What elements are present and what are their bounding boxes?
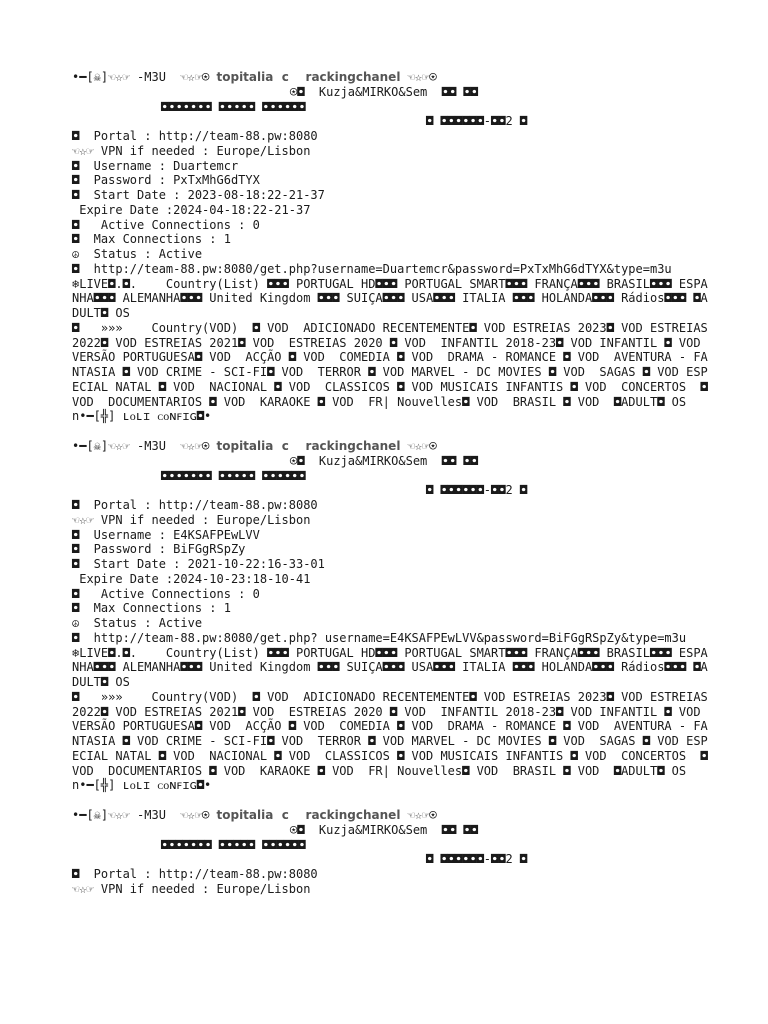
block-footer: n•━[╬] ʟᴏʟɪ ᴄᴏɴꜰɪɢ◘• bbox=[72, 409, 212, 424]
expire-date-line: Expire Date :2024-04-18:22-21-37 bbox=[72, 202, 311, 217]
document-body bbox=[72, 70, 715, 912]
header-title: topitalia c rackingchanel bbox=[216, 439, 401, 453]
glyph-row: ◘◘◘◘◘◘◘ ◘◘◘◘◘ ◘◘◘◘◘◘ bbox=[161, 468, 306, 483]
live-country-list: ❄LIVE◘.◘. Country(List) ◘◘◘ PORTUGAL HD◘◘◘ PORTUGAL SMART◘◘◘ FRANÇA◘◘◘ BRASIL◘◘◘ ESPANHA◘◘◘ ALEMANHA◘◘◘ United Kingdom ◘◘◘ SUIÇA◘◘◘ USA◘◘◘ ITALIA ◘◘◘ HOLANDA◘◘◘ Rádios◘◘◘ ◘ADULT◘ OS bbox=[72, 276, 708, 320]
portal-line: ◘ Portal : http://team-88.pw:8080 bbox=[72, 867, 318, 881]
header-suffix: ☜☆☞⍟ bbox=[400, 439, 437, 453]
credit-line: ⍟◘ Kuzja&MIRKO&Sem ◘◘ ◘◘ bbox=[290, 453, 478, 468]
start-date-line: ◘ Start Date : 2023-08-18:22-21-37 bbox=[72, 188, 325, 202]
m3u-url: ◘ http://team-88.pw:8080/get.php? username=E4KSAFPEwLVV&password=BiFGgRSpZy&type=m3u bbox=[72, 630, 687, 645]
header-suffix: ☜☆☞⍟ bbox=[400, 70, 437, 84]
vpn-line: ☜☆☞ VPN if needed : Europe/Lisbon bbox=[72, 881, 311, 896]
glyph-row-right: ◘ ◘◘◘◘◘◘-◘◘2 ◘ bbox=[426, 114, 528, 129]
m3u-url: ◘ http://team-88.pw:8080/get.php?username=Duartemcr&password=PxTxMhG6dTYX&type=m3u bbox=[72, 261, 672, 276]
credit-line: ⍟◘ Kuzja&MIRKO&Sem ◘◘ ◘◘ bbox=[290, 84, 478, 99]
active-connections-line: ◘ Active Connections : 0 bbox=[72, 217, 260, 232]
block-footer: n•━[╬] ʟᴏʟɪ ᴄᴏɴꜰɪɢ◘• bbox=[72, 778, 212, 793]
account-block-3 bbox=[72, 808, 712, 897]
password-line: ◘ Password : PxTxMhG6dTYX bbox=[72, 173, 260, 188]
glyph-row-right: ◘ ◘◘◘◘◘◘-◘◘2 ◘ bbox=[426, 852, 528, 867]
password-line: ◘ Password : BiFGgRSpZy bbox=[72, 542, 246, 557]
account-block-2 bbox=[72, 439, 715, 793]
account-block-1 bbox=[72, 70, 715, 424]
username-line: ◘ Username : Duartemcr bbox=[72, 158, 239, 173]
block-header bbox=[72, 70, 712, 85]
max-connections-line: ◘ Max Connections : 1 bbox=[72, 232, 231, 247]
expire-date-line: Expire Date :2024-10-23:18-10-41 bbox=[72, 571, 311, 586]
portal-line: ◘ Portal : http://team-88.pw:8080 bbox=[72, 129, 318, 143]
header-suffix: ☜☆☞⍟ bbox=[400, 808, 437, 822]
block-header bbox=[72, 439, 712, 454]
block-header bbox=[72, 808, 712, 823]
vpn-line: ☜☆☞ VPN if needed : Europe/Lisbon bbox=[72, 512, 311, 527]
username-line: ◘ Username : E4KSAFPEwLVV bbox=[72, 527, 260, 542]
header-prefix: •━[☠]☜☆☞ -M3U ☜☆☞⍟ bbox=[72, 808, 217, 822]
max-connections-line: ◘ Max Connections : 1 bbox=[72, 601, 231, 616]
portal-line: ◘ Portal : http://team-88.pw:8080 bbox=[72, 498, 318, 512]
vod-country-list: ◘ »»» Country(VOD) ◘ VOD ADICIONADO RECENTEMENTE◘ VOD ESTREIAS 2023◘ VOD ESTREIAS 2022◘ VOD ESTREIAS 2021◘ VOD ESTREIAS 2020 ◘ VOD INFANTIL 2018-23◘ VOD INFANTIL ◘ VOD VERSÃO PORTUGUESA◘ VOD ACÇÃO ◘ VOD COMEDIA ◘ VOD DRAMA - ROMANCE ◘ VOD AVENTURA - FANTASIA ◘ VOD CRIME - SCI-FI◘ VOD TERROR ◘ VOD MARVEL - DC MOVIES ◘ VOD SAGAS ◘ VOD ESPECIAL NATAL ◘ VOD NACIONAL ◘ VOD CLASSICOS ◘ VOD MUSICAIS INFANTIS ◘ VOD CONCERTOS ◘ VOD DOCUMENTARIOS ◘ VOD KARAOKE ◘ VOD FR| Nouvelles◘ VOD BRASIL ◘ VOD ◘ADULT◘ OS bbox=[72, 689, 715, 778]
header-title: topitalia c rackingchanel bbox=[216, 808, 401, 822]
status-line: ☮ Status : Active bbox=[72, 616, 203, 630]
glyph-row: ◘◘◘◘◘◘◘ ◘◘◘◘◘ ◘◘◘◘◘◘ bbox=[161, 837, 306, 852]
credit-line: ⍟◘ Kuzja&MIRKO&Sem ◘◘ ◘◘ bbox=[290, 822, 478, 837]
header-prefix: •━[☠]☜☆☞ -M3U ☜☆☞⍟ bbox=[72, 70, 217, 84]
active-connections-line: ◘ Active Connections : 0 bbox=[72, 586, 260, 601]
glyph-row-right: ◘ ◘◘◘◘◘◘-◘◘2 ◘ bbox=[426, 483, 528, 498]
start-date-line: ◘ Start Date : 2021-10-22:16-33-01 bbox=[72, 557, 325, 571]
status-line: ☮ Status : Active bbox=[72, 247, 203, 261]
glyph-row: ◘◘◘◘◘◘◘ ◘◘◘◘◘ ◘◘◘◘◘◘ bbox=[161, 99, 306, 114]
vpn-line: ☜☆☞ VPN if needed : Europe/Lisbon bbox=[72, 143, 311, 158]
vod-country-list: ◘ »»» Country(VOD) ◘ VOD ADICIONADO RECENTEMENTE◘ VOD ESTREIAS 2023◘ VOD ESTREIAS 2022◘ VOD ESTREIAS 2021◘ VOD ESTREIAS 2020 ◘ VOD INFANTIL 2018-23◘ VOD INFANTIL ◘ VOD VERSÃO PORTUGUESA◘ VOD ACÇÃO ◘ VOD COMEDIA ◘ VOD DRAMA - ROMANCE ◘ VOD AVENTURA - FANTASIA ◘ VOD CRIME - SCI-FI◘ VOD TERROR ◘ VOD MARVEL - DC MOVIES ◘ VOD SAGAS ◘ VOD ESPECIAL NATAL ◘ VOD NACIONAL ◘ VOD CLASSICOS ◘ VOD MUSICAIS INFANTIS ◘ VOD CONCERTOS ◘ VOD DOCUMENTARIOS ◘ VOD KARAOKE ◘ VOD FR| Nouvelles◘ VOD BRASIL ◘ VOD ◘ADULT◘ OS bbox=[72, 320, 715, 409]
header-title: topitalia c rackingchanel bbox=[216, 70, 401, 84]
live-country-list: ❄LIVE◘.◘. Country(List) ◘◘◘ PORTUGAL HD◘◘◘ PORTUGAL SMART◘◘◘ FRANÇA◘◘◘ BRASIL◘◘◘ ESPANHA◘◘◘ ALEMANHA◘◘◘ United Kingdom ◘◘◘ SUIÇA◘◘◘ USA◘◘◘ ITALIA ◘◘◘ HOLANDA◘◘◘ Rádios◘◘◘ ◘ADULT◘ OS bbox=[72, 645, 708, 689]
header-prefix: •━[☠]☜☆☞ -M3U ☜☆☞⍟ bbox=[72, 439, 217, 453]
